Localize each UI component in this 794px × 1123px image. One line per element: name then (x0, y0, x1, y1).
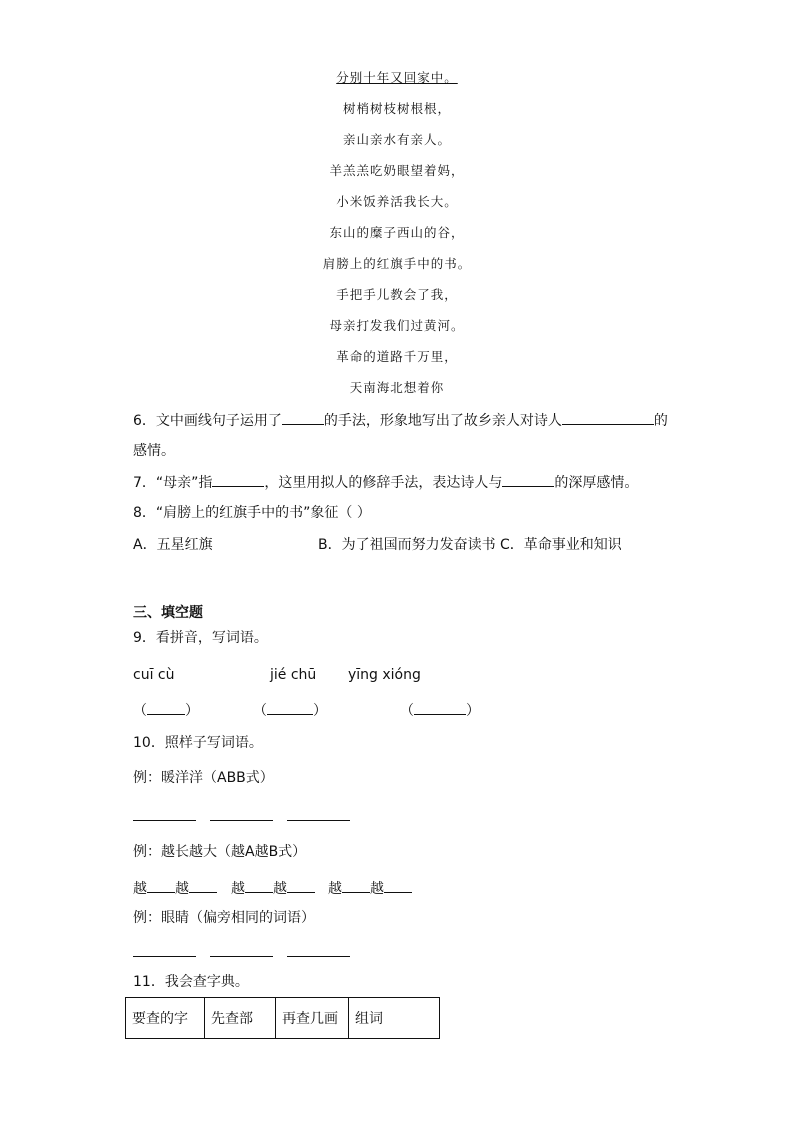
example-3: 例：眼睛（偏旁相同的词语） (133, 910, 315, 926)
answer-blank[interactable] (210, 956, 273, 957)
yue-char: 越 (133, 881, 147, 897)
table-header-cell: 先查部 (205, 998, 276, 1039)
example-2: 例：越长越大（越A越B式） (133, 844, 307, 860)
yue-pattern-2 (231, 878, 315, 899)
poem-line (0, 62, 794, 93)
yue-pattern-1 (133, 878, 217, 899)
poem-line: 母亲打发我们过黄河。 (329, 318, 465, 333)
answer-blank[interactable] (212, 472, 264, 487)
option-a[interactable]: A．五星红旗 (133, 537, 213, 553)
poem-line: 小米饭养活我长大。 (336, 194, 458, 209)
answer-blank[interactable] (245, 878, 273, 893)
answer-blank[interactable] (267, 700, 313, 715)
question-6-text-2: 的手法，形象地写出了故乡亲人对诗人 (323, 413, 562, 429)
open-paren: （ (133, 703, 147, 719)
poem-line: 肩膀上的红旗手中的书。 (322, 256, 472, 271)
question-6 (133, 410, 668, 431)
table-header-cell: 组词 (349, 998, 440, 1039)
answer-blank[interactable] (189, 878, 217, 893)
poem-line: 羊羔羔吃奶眼望着妈， (329, 163, 465, 178)
question-10-stem: 10．照样子写词语。 (133, 735, 263, 751)
poem-line: 手把手儿教会了我， (336, 287, 458, 302)
question-7-text-1: 7．“母亲”指 (133, 475, 213, 491)
answer-blank[interactable] (287, 820, 350, 821)
close-paren: ） (185, 703, 199, 719)
question-6-text-1: 6．文中画线句子运用了 (133, 413, 282, 429)
pinyin-3: yīng xióng (348, 667, 421, 683)
table-row (126, 998, 440, 1039)
question-11-stem: 11．我会查字典。 (133, 974, 249, 990)
example-1: 例：暖洋洋（ABB式） (133, 770, 274, 786)
poem-line: 亲山亲水有亲人。 (342, 132, 451, 147)
yue-char: 越 (273, 881, 287, 897)
poem-line: 东山的糜子西山的谷， (329, 225, 465, 240)
close-paren: ） (466, 703, 480, 719)
answer-blank[interactable] (342, 878, 370, 893)
question-7-text-2: ，这里用拟人的修辞手法，表达诗人与 (264, 475, 503, 491)
section-title: 三、填空题 (133, 605, 203, 621)
open-paren: （ (253, 703, 267, 719)
yue-char: 越 (175, 881, 189, 897)
yue-char: 越 (231, 881, 245, 897)
question-6-text-3: 的 (653, 413, 668, 429)
question-6-continued: 感情。 (133, 443, 175, 459)
underlined-poem-line: 分别十年又回家中。 (336, 70, 458, 85)
answer-blank[interactable] (414, 700, 466, 715)
answer-blank[interactable] (133, 956, 196, 957)
answer-blank[interactable] (147, 700, 185, 715)
yue-char: 越 (370, 881, 384, 897)
answer-paren-3 (400, 700, 480, 721)
option-b[interactable]: B．为了祖国而努力发奋读书 (318, 537, 496, 553)
option-c[interactable]: C．革命事业和知识 (500, 537, 622, 553)
poem-line: 革命的道路千万里， (336, 349, 458, 364)
question-7 (133, 472, 638, 493)
answer-blank[interactable] (282, 410, 324, 425)
yue-pattern-3 (328, 878, 412, 899)
poem-line: 树梢树枝树根根， (342, 101, 451, 116)
answer-blank[interactable] (133, 820, 196, 821)
answer-blank[interactable] (562, 410, 654, 425)
table-header-cell: 要查的字 (126, 998, 205, 1039)
poem-line: 天南海北想着你 (349, 380, 445, 395)
answer-blank[interactable] (210, 820, 273, 821)
pinyin-2: jié chū (270, 667, 317, 683)
question-7-text-3: 的深厚感情。 (554, 475, 639, 491)
yue-char: 越 (328, 881, 342, 897)
answer-blank[interactable] (287, 878, 315, 893)
pinyin-1: cuī cù (133, 667, 175, 683)
open-paren: （ (400, 703, 414, 719)
answer-paren-1 (133, 700, 199, 721)
poem (0, 62, 794, 403)
answer-blank[interactable] (147, 878, 175, 893)
answer-paren-2 (253, 700, 327, 721)
answer-blank[interactable] (384, 878, 412, 893)
table-header-cell: 再查几画 (276, 998, 349, 1039)
answer-blank[interactable] (502, 472, 554, 487)
dictionary-table (125, 997, 440, 1039)
answer-blank[interactable] (287, 956, 350, 957)
question-8-stem: 8．“肩膀上的红旗手中的书”象征（ ） (133, 505, 371, 521)
close-paren: ） (313, 703, 327, 719)
question-9-stem: 9．看拼音，写词语。 (133, 630, 268, 646)
